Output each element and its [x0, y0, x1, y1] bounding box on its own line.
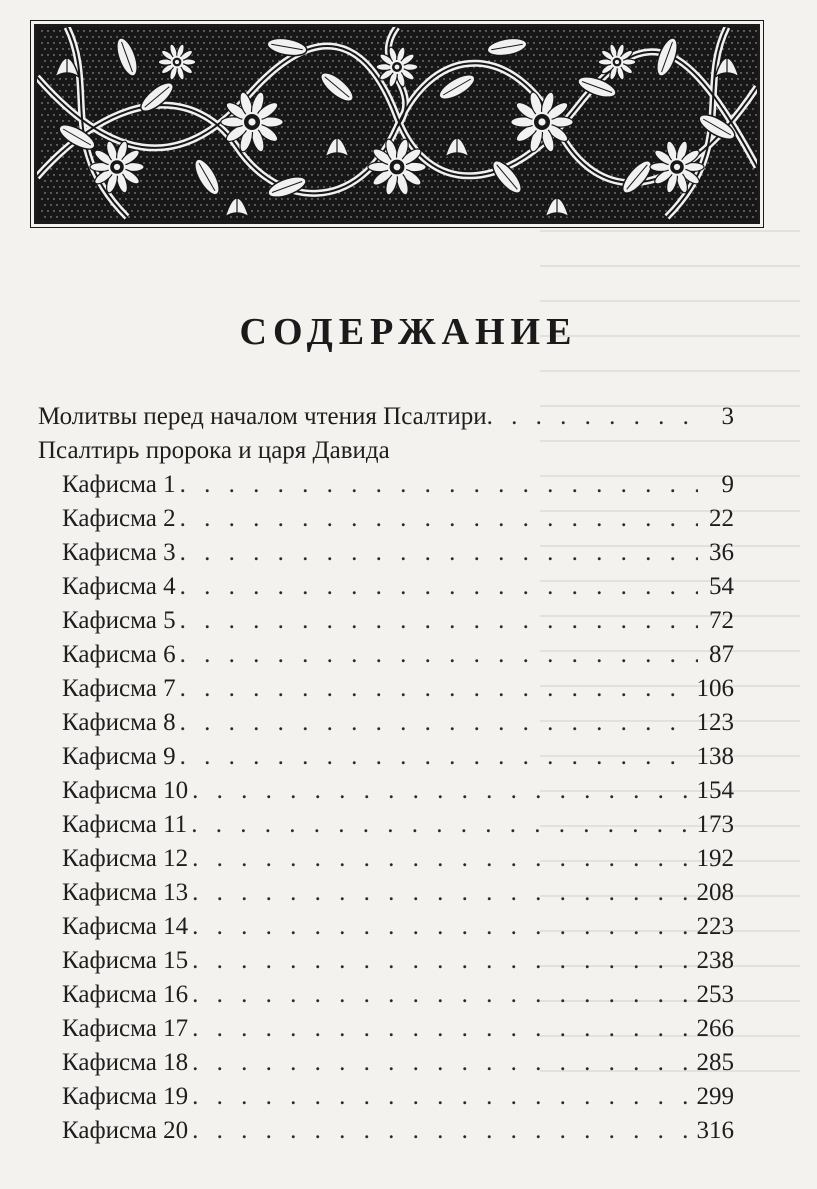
- toc-entry-label: Кафисма 8: [62, 709, 176, 736]
- dot-leader: [180, 536, 698, 570]
- toc-entry-label: Кафисма 16: [62, 981, 189, 1008]
- toc-page-number: 223: [696, 913, 734, 940]
- toc-page-number: 106: [696, 675, 734, 702]
- toc-entry-label: Кафисма 17: [62, 1015, 189, 1042]
- toc-entry-label: Кафисма 3: [62, 539, 176, 566]
- toc-entry-label: Кафисма 5: [62, 607, 176, 634]
- toc-entry-kathisma[interactable]: [38, 570, 734, 604]
- toc-entry-kathisma[interactable]: [38, 536, 734, 570]
- toc-entry-label: Кафисма 14: [62, 913, 189, 940]
- dot-leader: [192, 910, 690, 944]
- toc-section-label: Псалтирь пророка и царя Давида: [38, 437, 390, 464]
- toc-page-number: 22: [709, 505, 734, 532]
- toc-entry-label: Кафисма 12: [62, 845, 189, 872]
- toc-entry-prayers[interactable]: [38, 400, 734, 434]
- toc-entry-kathisma[interactable]: [38, 740, 734, 774]
- toc-entry-kathisma[interactable]: [38, 978, 734, 1012]
- toc-entry-kathisma[interactable]: [38, 1080, 734, 1114]
- toc-entry-kathisma[interactable]: [38, 808, 734, 842]
- toc-entry-label: Кафисма 10: [62, 777, 189, 804]
- toc-entry-kathisma[interactable]: [38, 842, 734, 876]
- toc-page-number: 173: [696, 811, 734, 838]
- toc-page-number: 72: [709, 607, 734, 634]
- toc-entry-kathisma[interactable]: [38, 672, 734, 706]
- dot-leader: [191, 808, 690, 842]
- dot-leader: [180, 570, 698, 604]
- dot-leader: [192, 842, 690, 876]
- toc-page-number: 87: [709, 641, 734, 668]
- toc-entry-kathisma[interactable]: [38, 502, 734, 536]
- toc-page-number: 208: [696, 879, 734, 906]
- dot-leader: [192, 1012, 690, 1046]
- toc-entry-kathisma[interactable]: [38, 1012, 734, 1046]
- toc-entry-kathisma[interactable]: [38, 1046, 734, 1080]
- toc-entry-label: Кафисма 2: [62, 505, 176, 532]
- floral-ornament-header: [34, 24, 760, 224]
- toc-page-number: 123: [696, 709, 734, 736]
- toc-page-number: 266: [696, 1015, 734, 1042]
- toc-kathisma-list: [38, 468, 734, 1148]
- dot-leader: [180, 740, 691, 774]
- toc-entry-kathisma[interactable]: [38, 604, 734, 638]
- dot-leader: [180, 638, 698, 672]
- toc-page-number: 138: [696, 743, 734, 770]
- dot-leader: [192, 1114, 690, 1148]
- toc-page-number: 192: [696, 845, 734, 872]
- toc-entry-kathisma[interactable]: [38, 910, 734, 944]
- toc-page-number: 316: [696, 1117, 734, 1144]
- toc-entry-label: Кафисма 7: [62, 675, 176, 702]
- toc-section-psalter: [38, 434, 734, 468]
- dot-leader: [192, 876, 690, 910]
- toc-entry-label: Кафисма 18: [62, 1049, 189, 1076]
- toc-entry-kathisma[interactable]: [38, 774, 734, 808]
- toc-entry-kathisma[interactable]: [38, 1114, 734, 1148]
- toc-entry-kathisma[interactable]: [38, 706, 734, 740]
- toc-entry-label: Кафисма 9: [62, 743, 176, 770]
- toc-page-number: 238: [696, 947, 734, 974]
- toc-entry-label: Кафисма 6: [62, 641, 176, 668]
- dot-leader: [487, 400, 698, 434]
- dot-leader: [192, 774, 690, 808]
- toc-page-number: 9: [721, 471, 734, 498]
- dot-leader: [180, 468, 698, 502]
- toc-page-number: 299: [696, 1083, 734, 1110]
- toc-entry-label: Кафисма 11: [62, 811, 188, 838]
- toc-entry-kathisma[interactable]: [38, 638, 734, 672]
- toc-entry-label: Кафисма 15: [62, 947, 189, 974]
- page-title: СОДЕРЖАНИЕ: [239, 311, 578, 353]
- toc-page-number: 154: [696, 777, 734, 804]
- dot-leader: [180, 672, 691, 706]
- toc-entry-label: Кафисма 13: [62, 879, 189, 906]
- dot-leader: [192, 978, 690, 1012]
- dot-leader: [180, 706, 691, 740]
- toc-entry-kathisma[interactable]: [38, 876, 734, 910]
- toc-entry-label: Кафисма 4: [62, 573, 176, 600]
- toc-page-number: 253: [696, 981, 734, 1008]
- toc-page-number: 54: [709, 573, 734, 600]
- toc-page-number: 3: [721, 403, 734, 430]
- toc-entry-kathisma[interactable]: [38, 468, 734, 502]
- toc-entry-label: Молитвы перед началом чтения Псалтири: [38, 403, 487, 430]
- toc-entry-label: Кафисма 20: [62, 1117, 189, 1144]
- dot-leader: [180, 604, 698, 638]
- toc-entry-kathisma[interactable]: [38, 944, 734, 978]
- toc-entry-label: Кафисма 1: [62, 471, 176, 498]
- dot-leader: [192, 1080, 690, 1114]
- toc-entry-label: Кафисма 19: [62, 1083, 189, 1110]
- dot-leader: [192, 1046, 690, 1080]
- toc-page-number: 285: [696, 1049, 734, 1076]
- dot-leader: [192, 944, 690, 978]
- table-of-contents: [38, 400, 734, 1148]
- toc-page-number: 36: [709, 539, 734, 566]
- dot-leader: [180, 502, 698, 536]
